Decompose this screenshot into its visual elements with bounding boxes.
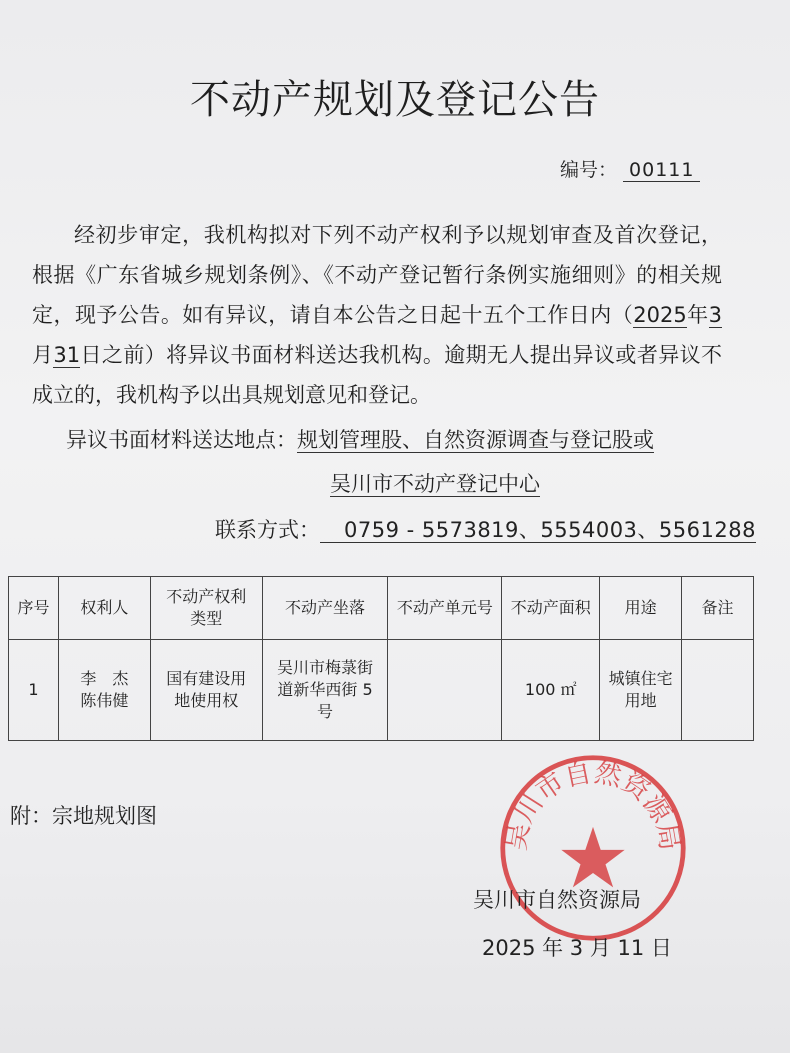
issuing-organization: 吴川市自然资源局	[473, 888, 641, 912]
property-table	[8, 576, 754, 741]
objection-address-line2	[330, 468, 540, 498]
seal-text: 吴川市自然资源局	[500, 757, 686, 853]
body-paragraph: 经初步审定，我机构拟对下列不动产权利予以规划审查及首次登记，根据《广东省城乡规划条例》、《不动产登记暂行条例实施细则》的相关规定，现予公告。如有异议，请自本公告之日起十五个工作日内（	[32, 223, 722, 327]
cell-type	[150, 640, 262, 741]
col-header-remark: 备注	[682, 577, 754, 640]
serial-label: 编号：	[560, 159, 618, 181]
serial-value: 00111	[623, 159, 700, 182]
col-header-type-line1: 不动产权利	[166, 587, 247, 606]
official-seal-icon	[497, 752, 689, 944]
deadline-day: 31	[53, 343, 81, 367]
contact-info	[215, 514, 756, 544]
cell-location	[262, 640, 388, 741]
page-title: 不动产规划及登记公告	[190, 77, 600, 123]
cell-usage-line1: 城镇住宅	[608, 669, 673, 688]
cell-area: 100 ㎡	[502, 640, 600, 741]
table-row	[9, 640, 754, 741]
address-label: 异议书面材料送达地点：	[66, 428, 297, 452]
cell-location-line2: 道新华西街 5	[277, 680, 373, 699]
serial-number	[560, 155, 700, 182]
cell-index: 1	[9, 640, 59, 741]
address-line1: 规划管理股、自然资源调查与登记股或	[297, 428, 654, 452]
cell-usage-line2: 用地	[624, 691, 657, 710]
cell-location-line1: 吴川市梅菉街	[277, 658, 374, 677]
col-header-usage: 用途	[600, 577, 682, 640]
cell-type-line1: 国有建设用	[166, 669, 247, 688]
col-header-type	[150, 577, 262, 640]
col-header-type-line2: 类型	[190, 609, 223, 628]
deadline-month: 3	[708, 303, 723, 327]
table-header-row	[9, 577, 754, 640]
contact-phones: 0759 - 5573819、5554003、5561288	[320, 518, 756, 543]
objection-address	[66, 424, 654, 454]
cell-type-line2: 地使用权	[174, 691, 239, 710]
cell-holder-line1: 李 杰	[80, 669, 129, 688]
col-header-unit-no: 不动产单元号	[388, 577, 502, 640]
issue-date: 2025 年 3 月 11 日	[482, 936, 672, 960]
cell-holder-line2: 陈伟健	[80, 691, 129, 710]
deadline-year: 2025	[633, 303, 687, 327]
contact-label: 联系方式：	[215, 518, 320, 542]
col-header-area: 不动产面积	[502, 577, 600, 640]
body-paragraph-end: 日之前）将异议书面材料送达我机构。逾期无人提出异议或者异议不成立的，我机构予以出具规划意见和登记。	[32, 343, 723, 407]
cell-usage	[600, 640, 682, 741]
cell-location-line3: 号	[317, 702, 334, 721]
address-line2: 吴川市不动产登记中心	[330, 472, 540, 496]
notice-body	[32, 215, 722, 415]
col-header-index: 序号	[9, 577, 59, 640]
deadline-year-unit: 年	[686, 303, 709, 327]
attachment-note: 附：宗地规划图	[10, 804, 157, 828]
cell-remark	[682, 640, 754, 741]
cell-unit-no	[388, 640, 502, 741]
col-header-holder: 权利人	[58, 577, 150, 640]
deadline-month-unit: 月	[32, 343, 54, 367]
cell-holder	[58, 640, 150, 741]
col-header-location: 不动产坐落	[262, 577, 388, 640]
